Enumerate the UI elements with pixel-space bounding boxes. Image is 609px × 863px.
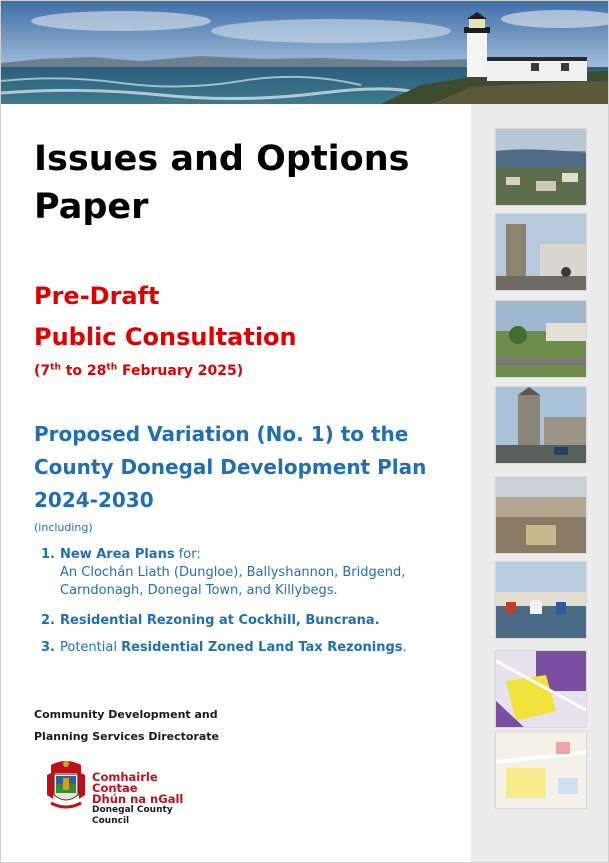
public-consultation-heading: Public Consultation [34, 323, 297, 351]
list-item-bold: Residential Rezoning at Cockhill, Buncrana. [60, 613, 380, 628]
list-item-rest: . [402, 640, 407, 655]
dates-sup-1: th [50, 362, 61, 373]
directorate-line-2: Planning Services Directorate [34, 730, 220, 743]
list-item-bold: New Area Plans [60, 547, 175, 562]
lighthouse-banner-image [1, 1, 609, 104]
directorate-line-1: Community Development and [34, 708, 218, 721]
town-aerial-thumbnail [495, 128, 587, 206]
list-item-bold: Residential Zoned Land Tax Rezonings [121, 640, 403, 655]
directorate-label [34, 704, 219, 748]
list-item-pre: Potential [60, 640, 122, 655]
dates-to: to 28 [60, 363, 107, 379]
list-item-detail: An Clochán Liath (Dungloe), Ballyshannon, Bridgend, Carndonagh, Donegal Town, and Killybegs. [60, 565, 406, 598]
dates-open: (7 [34, 363, 51, 379]
consultation-dates [34, 361, 243, 381]
council-logo [45, 759, 205, 826]
green-roundabout-thumbnail [495, 300, 587, 378]
list-item-number: 2. [41, 613, 55, 628]
pre-draft-heading: Pre-Draft [34, 282, 160, 310]
list-item-number: 3. [41, 640, 55, 655]
land-use-map-thumbnail [495, 731, 587, 809]
logo-english-line: Donegal County Council [92, 805, 173, 826]
document-title: Issues and Options Paper [34, 139, 410, 227]
boats-harbour-thumbnail [495, 561, 587, 639]
church-street-thumbnail [495, 386, 587, 464]
logo-text [92, 772, 205, 827]
including-label: (including) [34, 521, 93, 534]
proposed-variation-heading: Proposed Variation (No. 1) to the County Donegal Development Plan 2024-2030 [34, 422, 427, 512]
dates-close: February 2025) [117, 363, 244, 379]
council-crest-icon [45, 759, 87, 814]
list-item-number: 1. [41, 547, 55, 562]
zoning-map-thumbnail [495, 650, 587, 728]
dates-sup-2: th [106, 362, 118, 373]
town-square-thumbnail [495, 213, 587, 291]
list-item-rest: for: [174, 547, 201, 562]
logo-irish-line-1: Comhairle Contae [92, 770, 158, 795]
harbour-town-thumbnail [495, 476, 587, 554]
logo-irish-line-2: Dhún na nGall [92, 792, 184, 806]
